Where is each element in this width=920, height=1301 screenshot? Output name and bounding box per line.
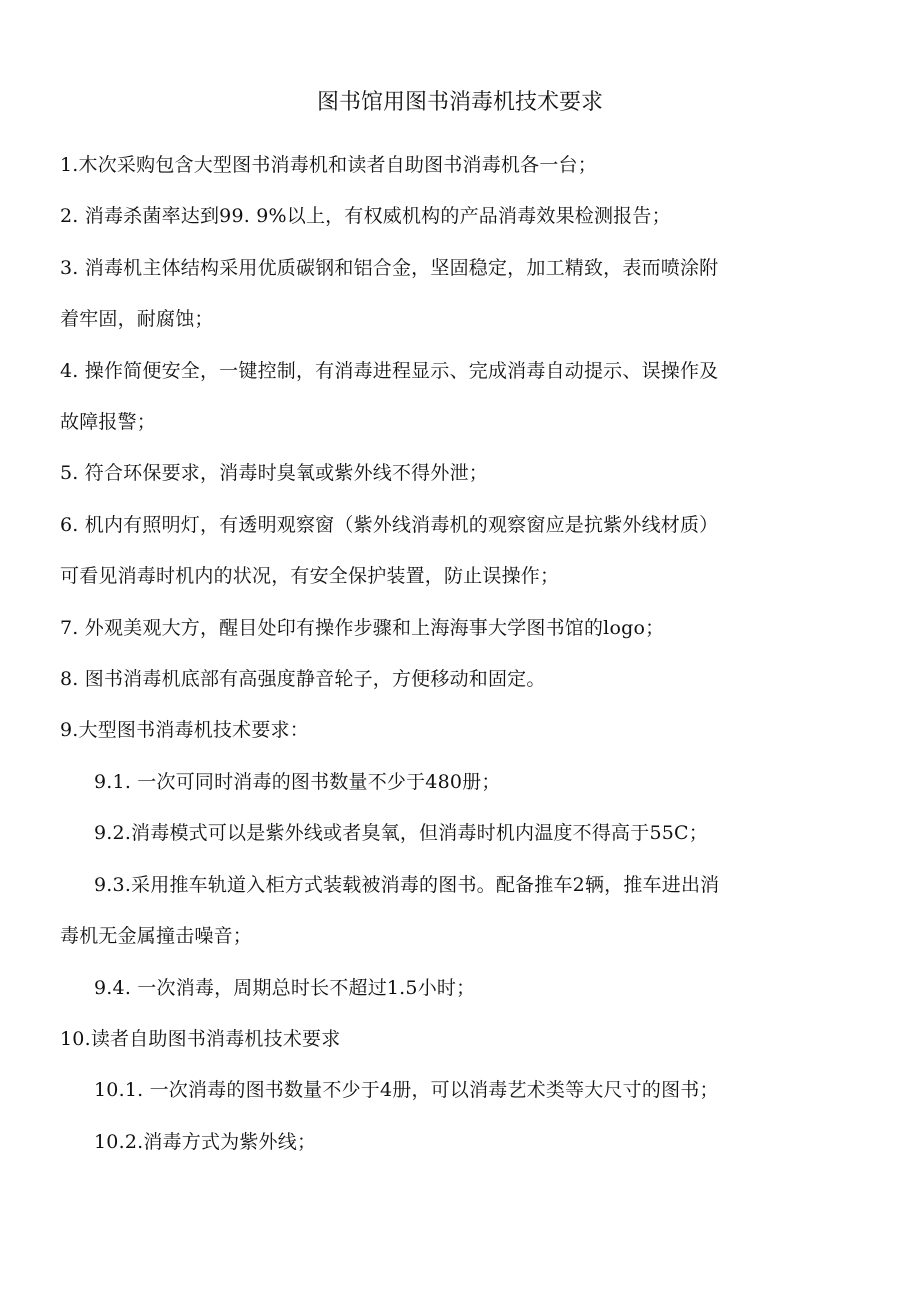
requirement-3-line-2: 着牢固，耐腐蚀； (60, 308, 214, 331)
requirement-9-2: 9.2.消毒模式可以是紫外线或者臭氧，但消毒时机内温度不得高于55C； (94, 822, 708, 845)
document-title: 图书馆用图书消毒机技术要求 (316, 90, 603, 115)
requirement-8: 8. 图书消毒机底部有高强度静音轮子，方便移动和固定。 (60, 668, 546, 691)
section-9-heading: 9.大型图书消毒机技术要求： (60, 719, 309, 742)
requirement-9-3-line-2: 毒机无金属撞击噪音； (60, 925, 253, 948)
requirement-9-3-line-1: 9.3.采用推车轨道入柜方式装载被消毒的图书。配备推车2辆，推车进出消 (94, 873, 720, 896)
requirement-10-2: 10.2.消毒方式为紫外线； (94, 1130, 317, 1153)
requirement-1: 1.木次采购包含大型图书消毒机和读者自助图书消毒机各一台； (60, 154, 597, 176)
requirement-6-line-2: 可看见消毒时机内的状况，有安全保护装置，防止误操作； (60, 565, 560, 588)
requirement-5: 5. 符合环保要求，消毒时臭氧或紫外线不得外泄； (60, 462, 488, 485)
requirement-3-line-1: 3. 消毒机主体结构采用优质碳钢和铝合金，坚固稳定，加工精致，表而喷涂附 (60, 256, 719, 279)
requirement-9-4: 9.4. 一次消毒，周期总时长不超过1.5小时； (94, 976, 476, 999)
requirement-10-1: 10.1. 一次消毒的图书数量不少于4册，可以消毒艺术类等大尺寸的图书； (94, 1079, 719, 1102)
section-10-heading: 10.读者自助图书消毒机技术要求 (60, 1027, 341, 1050)
document-body (60, 140, 860, 1168)
requirement-2: 2. 消毒杀菌率达到99. 9%以上，有权威机构的产品消毒效果检测报告； (60, 205, 671, 228)
requirement-6-line-1: 6. 机内有照明灯，有透明观察窗（紫外线消毒机的观察窗应是抗紫外线材质） (60, 513, 719, 536)
requirement-7: 7. 外观美观大方，醒目处印有操作步骤和上海海事大学图书馆的logo； (60, 616, 665, 639)
requirement-9-1: 9.1. 一次可同时消毒的图书数量不少于480册； (94, 770, 501, 793)
requirement-4-line-2: 故障报警； (60, 411, 157, 434)
requirement-4-line-1: 4. 操作简便安全，一键控制，有消毒进程显示、完成消毒自动提示、误操作及 (60, 359, 719, 382)
